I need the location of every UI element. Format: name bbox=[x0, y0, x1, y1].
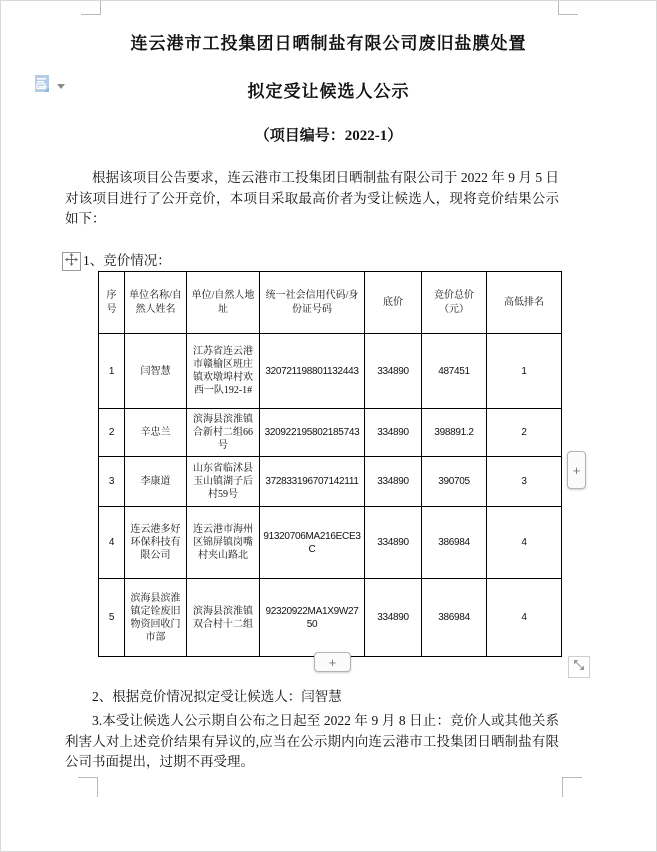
column-header: 底价 bbox=[365, 272, 422, 334]
table-cell: 李康道 bbox=[125, 457, 187, 507]
table-cell: 386984 bbox=[422, 507, 487, 579]
diagonal-resize-icon bbox=[572, 658, 586, 677]
document-subtitle: 拟定受让候选人公示 bbox=[247, 82, 410, 101]
add-row-button[interactable]: + bbox=[314, 652, 351, 672]
column-header: 单位名称/自然人姓名 bbox=[125, 272, 187, 334]
four-way-arrow-icon bbox=[65, 253, 78, 271]
table-cell: 320721198801132443 bbox=[260, 334, 365, 409]
margin-crop-mark-top-right bbox=[558, 1, 578, 15]
table-cell: 334890 bbox=[365, 334, 422, 409]
column-header: 统一社会信用代码/身份证号码 bbox=[260, 272, 365, 334]
table-cell: 3 bbox=[99, 457, 125, 507]
table-cell: 390705 bbox=[422, 457, 487, 507]
table-cell: 2 bbox=[487, 409, 562, 457]
table-resize-handle[interactable] bbox=[568, 656, 590, 678]
column-header: 竞价总价（元） bbox=[422, 272, 487, 334]
table-cell: 滨海县滨淮镇合新村二组66号 bbox=[187, 409, 260, 457]
table-row bbox=[99, 334, 562, 409]
table-row bbox=[99, 409, 562, 457]
bid-results-table bbox=[98, 271, 562, 657]
table-cell: 92320922MA1X9W2750 bbox=[260, 579, 365, 657]
section-1-heading: 1、竞价情况： bbox=[83, 253, 171, 268]
table-cell: 连云港市海州区锦屏镇岗嘴村夹山路北 bbox=[187, 507, 260, 579]
table-cell: 334890 bbox=[365, 579, 422, 657]
table-cell: 372833196707142111 bbox=[260, 457, 365, 507]
table-cell: 滨海县滨淮镇定铨废旧物资回收门市部 bbox=[125, 579, 187, 657]
table-cell: 91320706MA216ECE3C bbox=[260, 507, 365, 579]
table-cell: 闫智慧 bbox=[125, 334, 187, 409]
margin-crop-mark-bottom-right bbox=[562, 777, 582, 797]
table-cell: 334890 bbox=[365, 507, 422, 579]
table-cell: 487451 bbox=[422, 334, 487, 409]
document-title: 连云港市工投集团日晒制盐有限公司废旧盐膜处置 bbox=[130, 34, 527, 53]
table-cell: 5 bbox=[99, 579, 125, 657]
column-header: 单位/自然人地址 bbox=[187, 272, 260, 334]
table-cell: 398891.2 bbox=[422, 409, 487, 457]
table-cell: 320922195802185743 bbox=[260, 409, 365, 457]
table-cell: 1 bbox=[99, 334, 125, 409]
table-header-row bbox=[99, 272, 562, 334]
table-cell: 辛忠兰 bbox=[125, 409, 187, 457]
column-header: 序号 bbox=[99, 272, 125, 334]
table-row bbox=[99, 507, 562, 579]
table-cell: 山东省临沭县玉山镇湖子后村59号 bbox=[187, 457, 260, 507]
project-number: （项目编号：2022-1） bbox=[254, 128, 403, 144]
table-cell: 4 bbox=[99, 507, 125, 579]
table-cell: 江苏省连云港市赣榆区班庄镇欢墩埠村欢西一队192-1# bbox=[187, 334, 260, 409]
table-cell: 334890 bbox=[365, 409, 422, 457]
table-row bbox=[99, 579, 562, 657]
column-header: 高低排名 bbox=[487, 272, 562, 334]
table-cell: 4 bbox=[487, 579, 562, 657]
table-cell: 4 bbox=[487, 507, 562, 579]
table-cell: 2 bbox=[99, 409, 125, 457]
table-cell: 1 bbox=[487, 334, 562, 409]
objection-notice-paragraph: 3.本受让候选人公示期自公布之日起至 2022 年 9 月 8 日止：竞价人或其他关系利害人对上述竞价结果有异议的,应当在公示期内向连云港市工投集团日晒制盐有限公司书面提出，过期不再受理。 bbox=[65, 713, 559, 769]
table-cell: 连云港多好环保科技有限公司 bbox=[125, 507, 187, 579]
candidate-result-paragraph: 2、根据竞价情况拟定受让候选人：闫智慧 bbox=[92, 689, 342, 704]
margin-crop-mark-bottom-left bbox=[78, 777, 98, 797]
intro-paragraph: 根据该项目公告要求，连云港市工投集团日晒制盐有限公司于 2022 年 9 月 5 日对该项目进行了公开竞价，本项目采取最高价者为受让候选人，现将竞价结果公示如下： bbox=[65, 170, 559, 226]
add-column-button[interactable]: + bbox=[567, 451, 586, 489]
table-move-handle[interactable] bbox=[62, 252, 81, 271]
margin-crop-mark-top-left bbox=[81, 1, 101, 15]
table-cell: 3 bbox=[487, 457, 562, 507]
table-row bbox=[99, 457, 562, 507]
table-cell: 334890 bbox=[365, 457, 422, 507]
table-cell: 滨海县滨淮镇双合村十二组 bbox=[187, 579, 260, 657]
table-cell: 386984 bbox=[422, 579, 487, 657]
